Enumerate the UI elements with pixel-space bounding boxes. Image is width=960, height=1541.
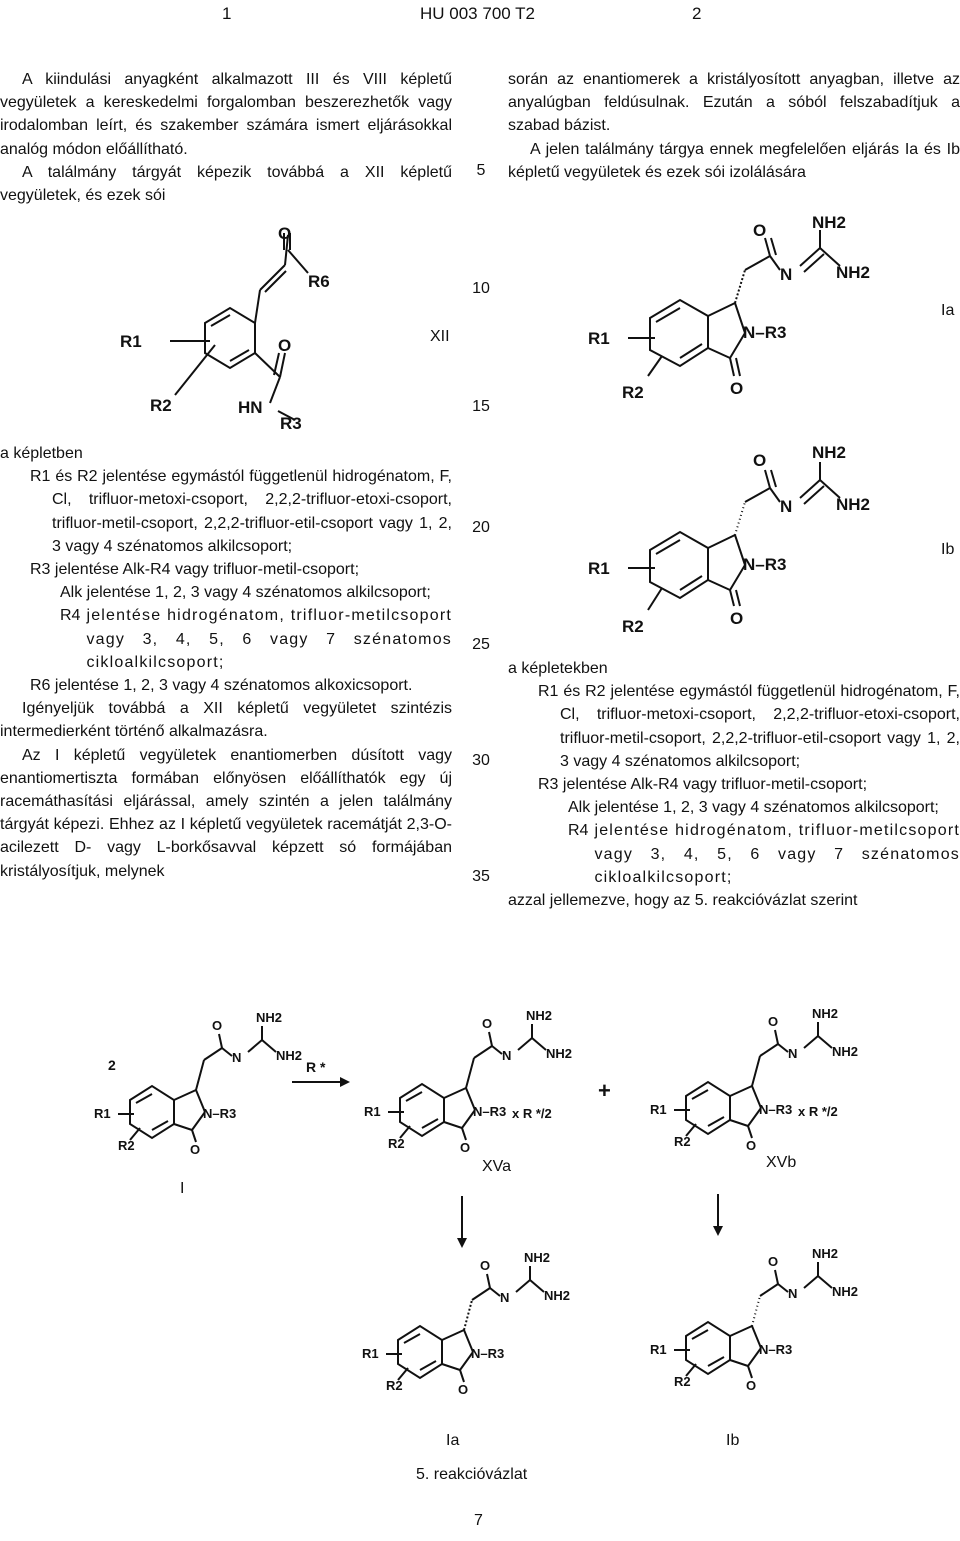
scheme-xvb-n-r3: N–R3 [759, 1102, 793, 1117]
header-left-page-number: 1 [222, 4, 232, 23]
scheme-xvb-oxygen-top: O [768, 1014, 779, 1029]
line-number-5: 5 [476, 162, 486, 179]
scheme-compound-xvb [650, 1006, 858, 1153]
left-paragraph-xii-compounds: A találmány tárgyát képezik továbbá a XII képletű vegyületek, és ezek sói [0, 163, 452, 205]
ib-oxygen-bottom-label: O [730, 609, 744, 628]
ib-r2-label: R2 [622, 617, 644, 636]
scheme-i-nh2-right: NH2 [276, 1048, 303, 1063]
scheme-i-oxygen-bottom: O [190, 1142, 201, 1157]
ib-nh2-top-label: NH2 [812, 443, 847, 462]
structure-ib [580, 440, 900, 640]
scheme-i-oxygen-top: O [212, 1018, 223, 1033]
scheme-xva-nh2-top: NH2 [526, 1008, 553, 1023]
ia-n-r3-label: N–R3 [743, 323, 787, 342]
left-paragraph-starting-materials: A kiindulási anyagként alkalmazott III és VIII képletű vegyületek a kereskedelmi forgalomban beszerezhetők vagy irodalomban leírt, és szakember számára ismert eljárásokkal analóg módon előállítható. [0, 71, 452, 158]
scheme-label-ib: Ib [726, 1432, 740, 1449]
xii-r3-label: R3 [280, 414, 302, 433]
scheme-product-ia [362, 1250, 570, 1397]
scheme-xvb-r1: R1 [650, 1102, 667, 1117]
scheme-compound-i [94, 1010, 302, 1157]
footer-page-number: 7 [474, 1512, 483, 1529]
scheme-i-n: N [232, 1050, 242, 1065]
scheme-caption: 5. reakcióvázlat [416, 1466, 528, 1483]
scheme-xvb-nh2-top: NH2 [812, 1006, 839, 1021]
scheme-compound-xva [364, 1008, 572, 1155]
scheme-ia-r2: R2 [386, 1378, 403, 1393]
line-number-25: 25 [472, 636, 490, 653]
left-def-r6: R6 jelentése 1, 2, 3 vagy 4 szénatomos alkoxicsoport. [30, 677, 413, 695]
scheme-ia-nh2-top: NH2 [524, 1250, 551, 1265]
right-def-r1-r2: R1 és R2 jelentése egymástól függetlenül hidrogénatom, F, Cl, trifluor-metoxi-csoport, 2,2,2-trifluor-etoxi-csoport, trifluor-metil-csoport, 2,2,2-trifluor-etil-csoport vagy 1, 2, 3 vagy 4 szénatomos alkilcsoport; [538, 683, 960, 770]
scheme-i-n-r3: N–R3 [203, 1106, 237, 1121]
scheme-ib-n: N [788, 1286, 798, 1301]
xii-oxygen-amide-label: O [278, 336, 292, 355]
scheme-ib-oxygen-top: O [768, 1254, 779, 1269]
ib-n-label: N [780, 497, 793, 516]
scheme-xvb-oxygen-bottom: O [746, 1138, 757, 1153]
left-def-r4 [60, 604, 452, 674]
formula-label-ia: Ia [941, 302, 955, 319]
line-number-20: 20 [472, 519, 490, 536]
scheme-label-ia: Ia [446, 1432, 460, 1449]
scheme-ia-n-r3: N–R3 [471, 1346, 505, 1361]
scheme-ia-oxygen-top: O [480, 1258, 491, 1273]
scheme-xva-oxygen-bottom: O [460, 1140, 471, 1155]
scheme-i-r2: R2 [118, 1138, 135, 1153]
scheme-i-nh2-top: NH2 [256, 1010, 283, 1025]
right-column-intro [508, 68, 960, 184]
reaction-scheme-5 [0, 1000, 960, 1480]
scheme-reagent-r-star: R * [306, 1059, 326, 1075]
scheme-ib-nh2-right: NH2 [832, 1284, 859, 1299]
right-paragraph-invention-subject: A jelen találmány tárgya ennek megfelelően eljárás Ia és Ib képletű vegyületek és ezek sói izolálására [508, 140, 960, 181]
left-paragraph-resolution: Az I képletű vegyületek enantiomerben dúsított vagy enantiomertiszta formában előnyösen előállíthatók egy új racemáthasítási eljárással, amely szintén a jelen találmány tárgyát képezi. Ehhez az I képletű vegyületek racemátját 2,3-O-acilezett D- vagy L-borkősavval képzett só formájában kristályosítjuk, melynek [0, 746, 452, 880]
ia-nh2-top-label: NH2 [812, 213, 847, 232]
right-paragraph-closing: azzal jellemezve, hogy az 5. reakcióvázlat szerint [508, 892, 858, 910]
scheme-ib-nh2-top: NH2 [812, 1246, 839, 1261]
right-def-r4-label: R4 [568, 822, 589, 840]
xii-benzene-ring [205, 308, 255, 368]
ib-n-r3-label: N–R3 [743, 555, 787, 574]
scheme-ib-n-r3: N–R3 [759, 1342, 793, 1357]
header-document-id: HU 003 700 T2 [420, 4, 535, 23]
ia-nh2-right-label: NH2 [836, 263, 871, 282]
scheme-i-coefficient: 2 [108, 1057, 116, 1073]
left-paragraph-intermediate: Igényeljük továbbá a XII képletű vegyületet szintézis intermedierként történő alkalmazásra. [0, 700, 452, 741]
line-number-35: 35 [472, 868, 490, 885]
scheme-i-r1: R1 [94, 1106, 111, 1121]
scheme-label-xva: XVa [482, 1158, 512, 1175]
ia-r2-label: R2 [622, 383, 644, 402]
formula-label-xii: XII [430, 328, 450, 345]
scheme-xva-oxygen-top: O [482, 1016, 493, 1031]
right-def-r3: R3 jelentése Alk-R4 vagy trifluor-metil-csoport; [538, 776, 868, 794]
scheme-plus-sign: + [598, 1078, 611, 1103]
scheme-xva-salt: x R */2 [512, 1106, 552, 1121]
structure-xii [110, 215, 370, 435]
ib-r1-label: R1 [588, 559, 610, 578]
scheme-xva-r1: R1 [364, 1104, 381, 1119]
scheme-ib-oxygen-bottom: O [746, 1378, 757, 1393]
scheme-ia-nh2-right: NH2 [544, 1288, 571, 1303]
left-column-definitions [0, 442, 452, 883]
ia-benzene-ring [650, 300, 708, 366]
line-number-15: 15 [472, 398, 490, 415]
right-definitions-intro: a képletekben [508, 660, 608, 677]
left-def-r4-label: R4 [60, 607, 81, 625]
ia-oxygen-bottom-label: O [730, 379, 744, 398]
right-paragraph-enantiomers: során az enantiomerek a kristályosított anyagban, illetve az anyalúgban feldúsulnak. Ezután a sóból felszabadítjuk a szabad bázist. [508, 71, 960, 135]
scheme-ia-r1: R1 [362, 1346, 379, 1361]
left-column-intro [0, 68, 452, 207]
left-def-r3: R3 jelentése Alk-R4 vagy trifluor-metil-csoport; [30, 561, 360, 579]
left-def-r1-r2: R1 és R2 jelentése egymástól függetlenül hidrogénatom, F, Cl, trifluor-metoxi-csoport, 2,2,2-trifluor-etoxi-csoport, trifluor-metil-csoport, 2,2,2-trifluor-etil-csoport vagy 1, 2, 3 vagy 4 szénatomos alkilcsoport; [30, 468, 452, 555]
scheme-xvb-nh2-right: NH2 [832, 1044, 859, 1059]
scheme-xvb-salt: x R */2 [798, 1104, 838, 1119]
left-def-r4-text: jelentése hidrogénatom, trifluor-metilcsoport vagy 3, 4, 5, 6 vagy 7 szénatomos cikloalkilcsoport; [86, 607, 452, 671]
ib-benzene-ring [650, 532, 708, 598]
scheme-xva-r2: R2 [388, 1136, 405, 1151]
header-right-page-number: 2 [692, 4, 702, 23]
scheme-ib-r2: R2 [674, 1374, 691, 1389]
line-number-10: 10 [472, 280, 490, 297]
ia-n-label: N [780, 265, 793, 284]
formula-label-ib: Ib [941, 541, 955, 558]
xii-oxygen-top-label: O [278, 224, 292, 243]
scheme-xvb-r2: R2 [674, 1134, 691, 1149]
right-def-alk: Alk jelentése 1, 2, 3 vagy 4 szénatomos alkilcsoport; [568, 799, 939, 817]
ib-nh2-right-label: NH2 [836, 495, 871, 514]
ia-oxygen-top-label: O [753, 221, 767, 240]
line-number-30: 30 [472, 752, 490, 769]
xii-r6-label: R6 [308, 272, 330, 291]
scheme-product-ib [650, 1246, 858, 1393]
left-def-alk: Alk jelentése 1, 2, 3 vagy 4 szénatomos alkilcsoport; [60, 584, 431, 602]
scheme-xva-nh2-right: NH2 [546, 1046, 573, 1061]
scheme-xva-n-r3: N–R3 [473, 1104, 507, 1119]
scheme-ia-n: N [500, 1290, 510, 1305]
scheme-xvb-n: N [788, 1046, 798, 1061]
scheme-xva-n: N [502, 1048, 512, 1063]
xii-hn-label: HN [238, 398, 263, 417]
right-def-r4 [568, 819, 960, 889]
right-def-r4-text: jelentése hidrogénatom, trifluor-metilcsoport vagy 3, 4, 5, 6 vagy 7 szénatomos cikloalkilcsoport; [594, 822, 960, 886]
left-definitions-intro: a képletben [0, 445, 83, 462]
ib-oxygen-top-label: O [753, 451, 767, 470]
structure-ia [580, 208, 900, 428]
xii-r2-label: R2 [150, 396, 172, 415]
scheme-label-i: I [180, 1180, 185, 1197]
scheme-ia-oxygen-bottom: O [458, 1382, 469, 1397]
xii-r1-label: R1 [120, 332, 142, 351]
right-column-definitions [508, 657, 960, 912]
ia-r1-label: R1 [588, 329, 610, 348]
scheme-label-xvb: XVb [766, 1154, 797, 1171]
scheme-ib-r1: R1 [650, 1342, 667, 1357]
